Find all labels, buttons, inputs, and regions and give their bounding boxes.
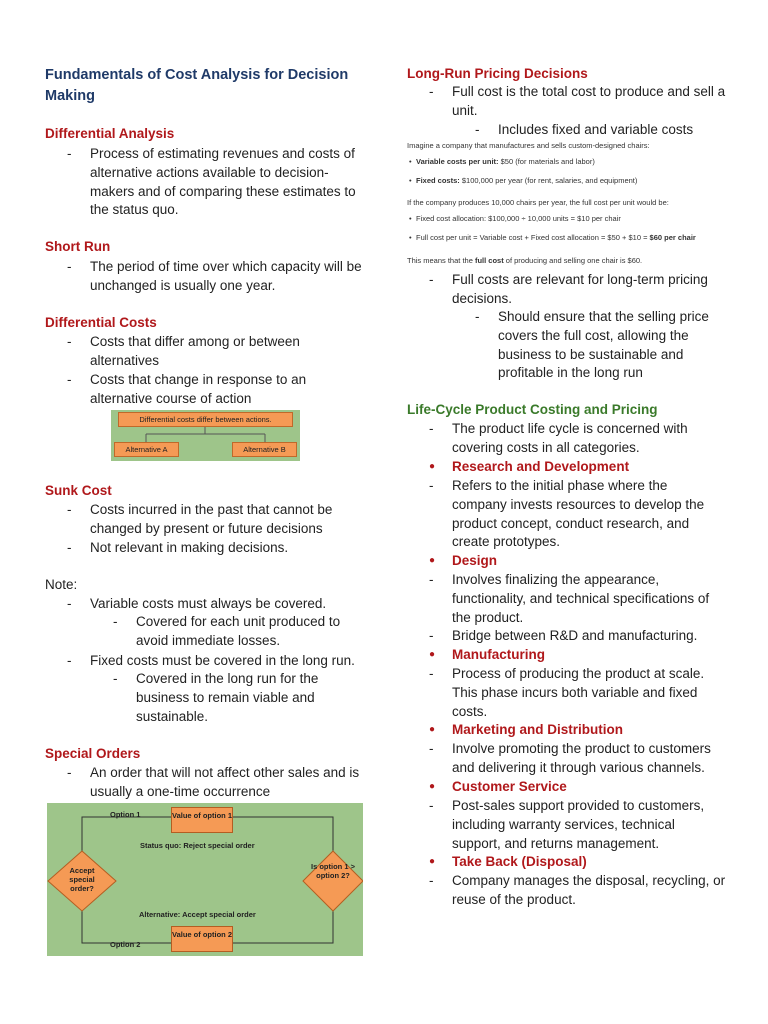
example-mid: If the company produces 10,000 chairs per year, the full cost per unit would be: xyxy=(407,198,669,207)
subheading-take-back: ● Take Back (Disposal) xyxy=(429,854,587,869)
list-item: - Company manages the disposal, recycling, or reuse of the product. xyxy=(429,873,726,907)
accept-text: Accept special order? xyxy=(69,866,95,893)
alternative-a-box: Alternative A xyxy=(114,442,179,457)
subheading-rd: ● Research and Development xyxy=(429,459,630,474)
option2-label: Option 2 xyxy=(110,940,141,949)
list-item: - Costs that differ among or between alternatives xyxy=(67,334,300,368)
example-full-cost: • Full cost per unit = Variable cost + Fixed cost allocation = $50 + $10 = $60 per chair xyxy=(409,233,696,242)
example-allocation: • Fixed cost allocation: $100,000 ÷ 10,000 units = $10 per chair xyxy=(409,214,621,223)
example-variable-costs: • Variable costs per unit: $50 (for materials and labor) xyxy=(409,157,595,166)
page-title: Fundamentals of Cost Analysis for Decision Making xyxy=(45,67,349,104)
option1-label: Option 1 xyxy=(110,810,141,819)
list-item: - Post-sales support provided to customers, including warranty services, technical support, and returns management. xyxy=(429,798,705,851)
example-fixed-costs: • Fixed costs: $100,000 per year (for rent, salaries, and equipment) xyxy=(409,176,638,185)
heading-differential-analysis: Differential Analysis xyxy=(45,126,175,141)
list-item: - Should ensure that the selling price covers the full cost, allowing the business to be sustainable and profitable in the long run xyxy=(475,309,709,381)
diagram-top-box: Differential costs differ between actions. xyxy=(118,412,293,427)
list-item: - Process of producing the product at scale. This phase incurs both variable and fixed costs. xyxy=(429,666,705,719)
subheading-manufacturing: ● Manufacturing xyxy=(429,647,545,662)
differential-costs-diagram xyxy=(111,410,300,461)
list-item: - An order that will not affect other sales and is usually a one-time occurrence xyxy=(67,765,360,799)
compare-text: Is option 1 > option 2? xyxy=(311,862,355,880)
example-conclusion: This means that the full cost of producing and selling one chair is $60. xyxy=(407,256,643,265)
subheading-customer-service: ● Customer Service xyxy=(429,779,567,794)
heading-long-run-pricing: Long-Run Pricing Decisions xyxy=(407,66,588,81)
list-item: - Bridge between R&D and manufacturing. xyxy=(429,628,698,643)
special-orders-diagram xyxy=(47,803,363,956)
example-intro: Imagine a company that manufactures and sells custom-designed chairs: xyxy=(407,141,650,150)
list-item: - Full cost is the total cost to produce and sell a unit. xyxy=(429,84,726,118)
list-item: - Covered for each unit produced to avoid immediate losses. xyxy=(113,614,341,648)
list-item: - The product life cycle is concerned with covering costs in all categories. xyxy=(429,421,688,455)
list-item: - Refers to the initial phase where the company invests resources to develop the product concept, conduct research, and create prototypes. xyxy=(429,478,705,550)
alternative-label: Alternative: Accept special order xyxy=(139,910,256,919)
list-item: - Fixed costs must be covered in the long run. xyxy=(67,653,355,668)
heading-sunk-cost: Sunk Cost xyxy=(45,483,112,498)
list-item: - Process of estimating revenues and costs of alternative actions available to decision-makers and of comparing these estimates to the status quo. xyxy=(67,146,356,218)
compare-diamond xyxy=(303,851,363,911)
alternative-b-box: Alternative B xyxy=(232,442,297,457)
heading-special-orders: Special Orders xyxy=(45,746,141,761)
value1-box: Value of option 1 xyxy=(171,807,233,833)
heading-differential-costs: Differential Costs xyxy=(45,315,157,330)
heading-short-run: Short Run xyxy=(45,239,111,254)
subheading-marketing: ● Marketing and Distribution xyxy=(429,722,624,737)
subheading-design: ● Design xyxy=(429,553,498,568)
list-item: - Covered in the long run for the business to remain viable and sustainable. xyxy=(113,671,319,724)
status-quo-label: Status quo: Reject special order xyxy=(140,841,255,850)
list-item: - Includes fixed and variable costs xyxy=(475,122,694,137)
list-item: - Not relevant in making decisions. xyxy=(67,540,289,555)
list-item: - Variable costs must always be covered. xyxy=(67,596,327,611)
heading-life-cycle: Life-Cycle Product Costing and Pricing xyxy=(407,402,658,417)
list-item: - Costs that change in response to an alternative course of action xyxy=(67,372,307,406)
list-item: - Involves finalizing the appearance, functionality, and technical specifications of the product. xyxy=(429,572,710,625)
list-item: - The period of time over which capacity will be unchanged is usually one year. xyxy=(67,259,362,293)
list-item: - Costs incurred in the past that cannot be changed by present or future decisions xyxy=(67,502,333,536)
list-item: - Full costs are relevant for long-term pricing decisions. xyxy=(429,272,708,306)
note-label: Note: xyxy=(45,577,78,592)
value2-box: Value of option 2 xyxy=(171,926,233,952)
list-item: - Involve promoting the product to customers and delivering it through various channels. xyxy=(429,741,711,775)
